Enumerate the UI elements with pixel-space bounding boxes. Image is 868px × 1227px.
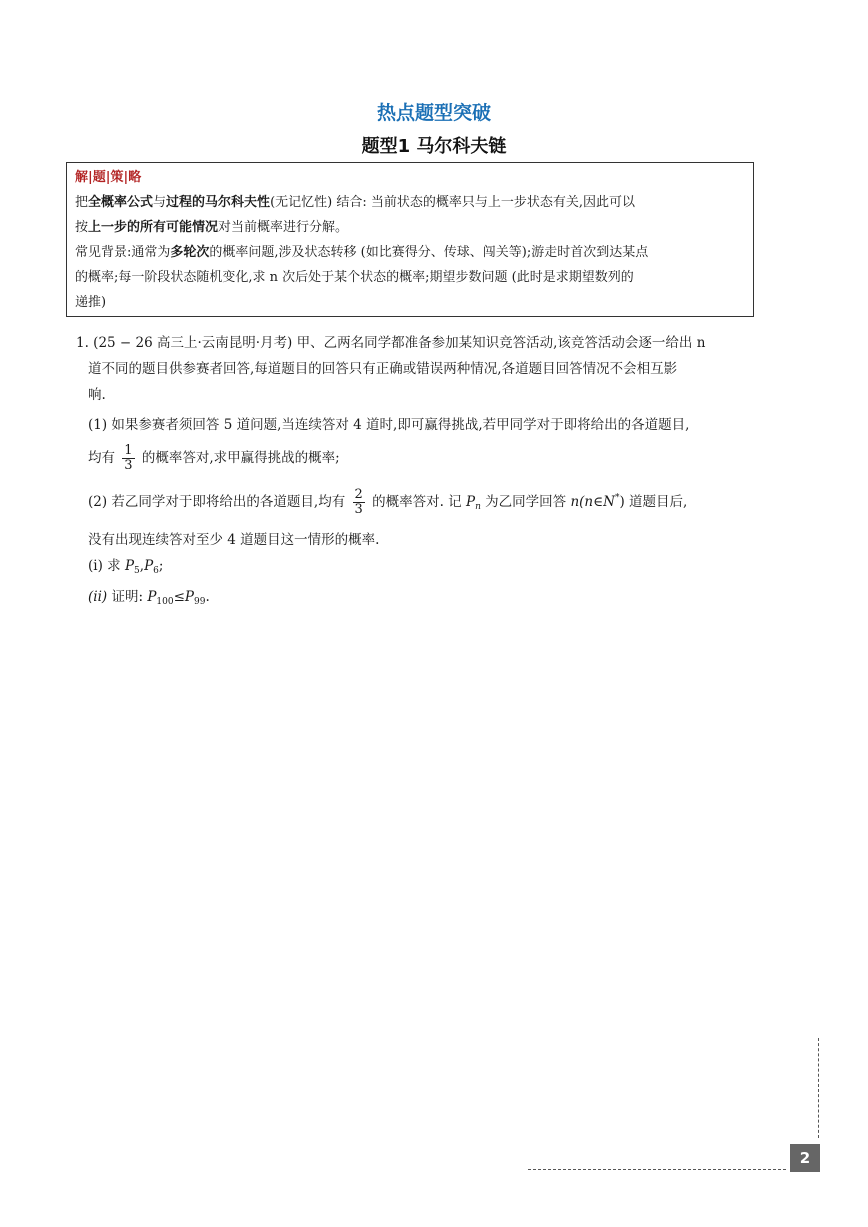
bold-term: 全概率公式 — [88, 195, 154, 210]
question-2-i — [76, 553, 816, 584]
math-var: P — [465, 494, 476, 510]
text: ) 道题目后, — [619, 494, 688, 510]
fraction — [122, 444, 134, 473]
strategy-label-char: 策 — [110, 170, 124, 185]
question-2-line-2: 没有出现连续答对至少 4 道题目这一情形的概率. — [88, 532, 380, 548]
math-var: P — [144, 558, 154, 574]
question-2-ii — [76, 584, 816, 615]
math-subscript: 100 — [156, 597, 174, 607]
text: 为乙同学回答 — [485, 494, 567, 510]
section-title: 热点题型突破 — [376, 102, 491, 124]
strategy-label: 解|题|策|略 — [75, 170, 142, 185]
strategy-line-1 — [75, 190, 745, 215]
text: (i) 求 — [88, 558, 121, 574]
strategy-line-4: 的概率;每一阶段状态随机变化,求 n 次后处于某个状态的概率;期望步数问题 (此时是求期望数列的 — [75, 270, 634, 285]
math-subscript: 5 — [134, 566, 140, 576]
math-subscript: 99 — [194, 597, 206, 607]
strategy-label-char: 略 — [128, 170, 142, 185]
text: 把 — [75, 195, 89, 210]
text: 常见背景:通常为 — [75, 245, 171, 260]
question-2-line-1 — [76, 478, 816, 527]
math-subscript: 6 — [153, 566, 159, 576]
problem-stem-line-1: 1. (25 − 26 高三上·云南昆明·月考) 甲、乙两名同学都准备参加某知识竞答活动,该竞答活动会逐一给出 n — [76, 335, 706, 351]
text: 均有 — [88, 450, 115, 466]
problem-stem-line-2: 道不同的题目供参赛者回答,每道题目的回答只有正确或错误两种情况,各道题目回答情况不会相互影 — [88, 361, 678, 377]
text: (2) 若乙同学对于即将给出的各道题目,均有 — [88, 494, 346, 510]
math-subscript: n — [475, 502, 481, 512]
page-corner-dashed-horizontal — [528, 1169, 786, 1170]
question-1-line-2 — [76, 438, 816, 478]
topic-title: 题型1 马尔科夫链 — [361, 136, 507, 157]
strategy-line-5: 递推) — [75, 295, 107, 310]
fraction-denominator: 3 — [354, 502, 363, 517]
math-var: P — [124, 558, 135, 574]
math-superscript: * — [614, 493, 620, 503]
text: 按 — [75, 220, 89, 235]
text: (ii) — [88, 589, 108, 605]
bold-term: 上一步的所有可能情况 — [88, 220, 219, 235]
problem-1 — [76, 330, 816, 615]
strategy-label-char: 题 — [92, 170, 106, 185]
fraction-numerator: 1 — [124, 443, 133, 458]
fraction-denominator: 3 — [124, 458, 133, 473]
text: 证明: — [107, 589, 144, 605]
text: . — [205, 589, 210, 605]
fraction-numerator: 2 — [354, 487, 363, 502]
math-expr: n(n∈N — [570, 494, 615, 510]
text: , — [139, 558, 145, 574]
strategy-line-3 — [75, 240, 745, 265]
bold-term: 过程的马尔科夫性 — [166, 195, 271, 210]
text: ; — [158, 558, 164, 574]
math-var: P — [147, 589, 157, 605]
text: (无记忆性) 结合: 当前状态的概率只与上一步状态有关,因此可以 — [270, 195, 635, 210]
bold-term: 多轮次 — [170, 245, 210, 260]
page-number: 2 — [790, 1144, 820, 1172]
text: 的概率问题,涉及状态转移 (如比赛得分、传球、闯关等);游走时首次到达某点 — [209, 245, 649, 260]
math-var: P — [184, 589, 194, 605]
page-corner-dashed-vertical — [818, 1038, 819, 1138]
problem-stem-line-3: 响. — [88, 387, 106, 403]
math-operator: ≤ — [173, 589, 185, 605]
fraction — [353, 488, 365, 517]
strategy-box — [66, 162, 754, 317]
question-1-line-1: (1) 如果参赛者须回答 5 道问题,当连续答对 4 道时,即可赢得挑战,若甲同学对于即将给出的各道题目, — [88, 417, 690, 433]
text: 对当前概率进行分解。 — [218, 220, 349, 235]
strategy-label-char: 解 — [75, 170, 89, 185]
text: 与 — [153, 195, 167, 210]
text: 的概率答对,求甲赢得挑战的概率; — [141, 450, 340, 466]
text: 的概率答对. 记 — [372, 494, 462, 510]
strategy-line-2 — [75, 215, 745, 240]
